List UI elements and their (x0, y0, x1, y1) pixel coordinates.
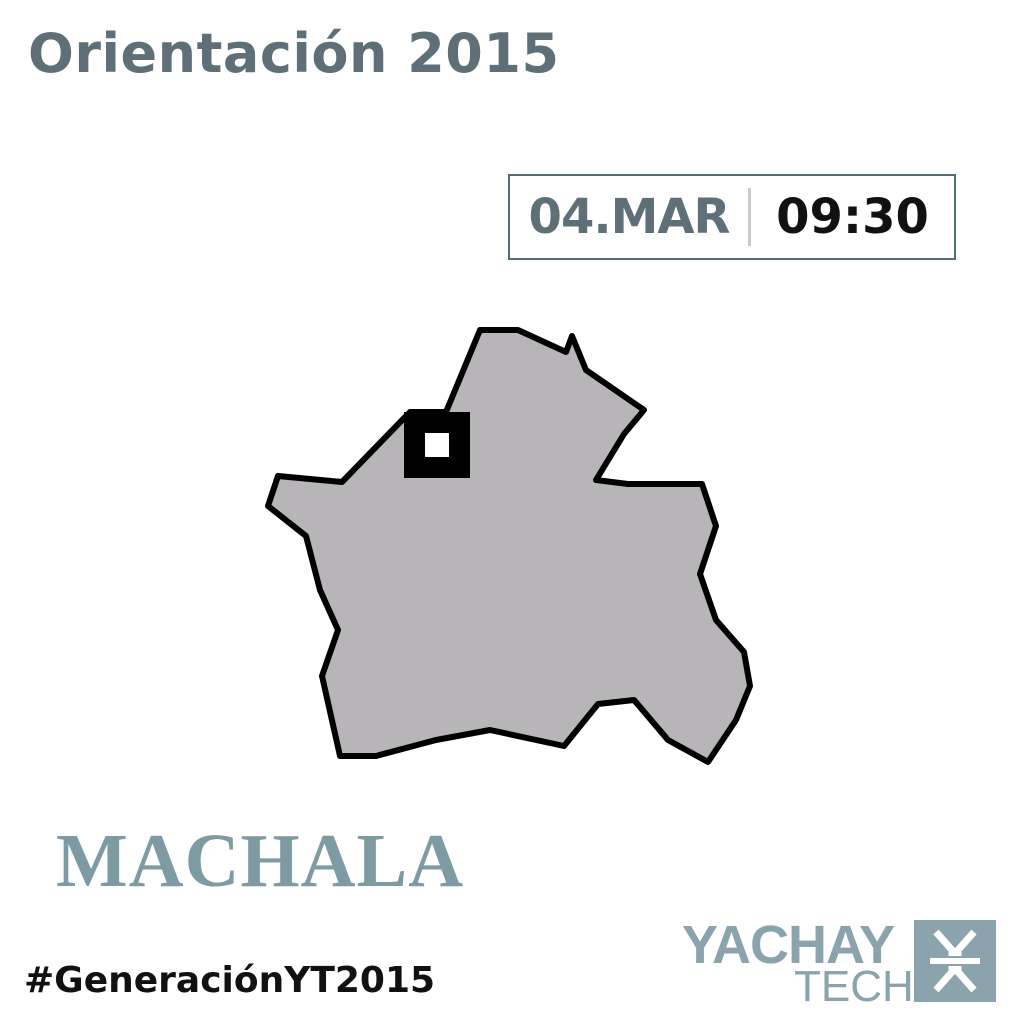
page-title: Orientación 2015 (28, 22, 560, 85)
event-date: 04.MAR (528, 189, 730, 245)
hashtag: #GeneraciónYT2015 (24, 960, 436, 1001)
event-time: 09:30 (776, 189, 929, 245)
brand-name: YACHAY (682, 915, 895, 975)
region-outline (268, 330, 750, 762)
city-marker-center (425, 433, 449, 457)
yachay-logo-icon (914, 920, 996, 1002)
brand-subname: TECH (794, 962, 914, 1011)
city-name: MACHALA (56, 819, 465, 903)
